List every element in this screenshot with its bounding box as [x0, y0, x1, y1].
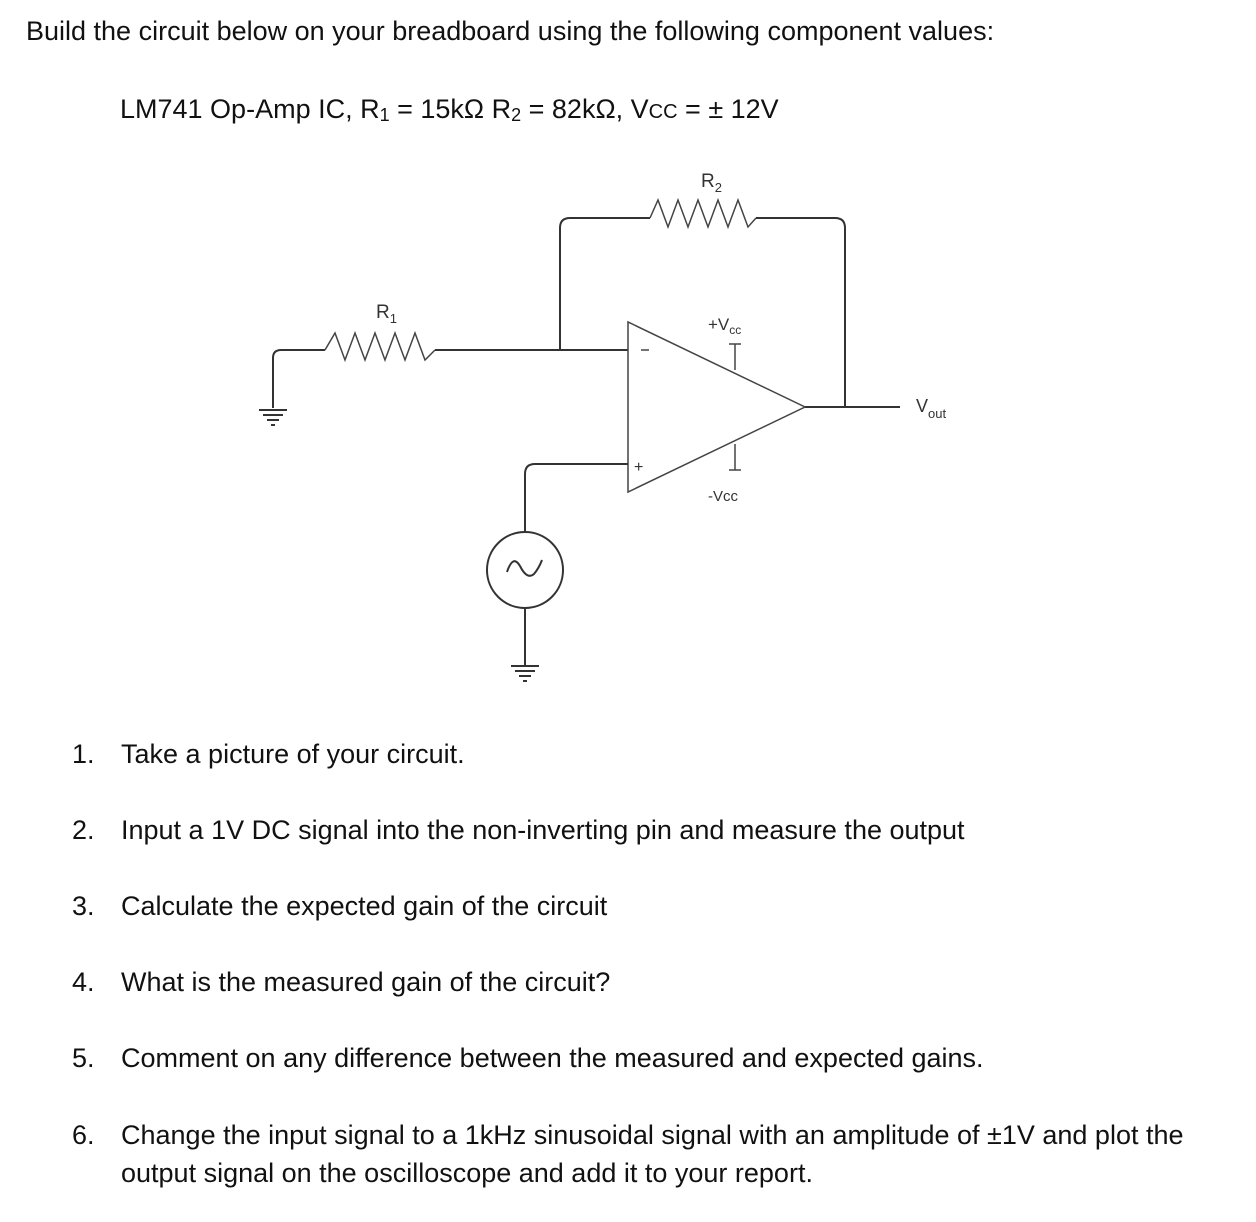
- feedback-wire-left: [560, 218, 650, 350]
- r2-resistor: [650, 200, 756, 227]
- r2-label: $R_2$: [701, 171, 722, 195]
- non-inverting-input-wire: [525, 464, 628, 532]
- ground-wire-r1: [273, 350, 325, 408]
- op-amp-triangle: [628, 322, 805, 492]
- neg-supply-label: -Vcc: [708, 488, 738, 505]
- ac-source-circle: [487, 532, 563, 608]
- op-amp-circuit-diagram: [0, 150, 1256, 690]
- feedback-wire-right: [756, 218, 845, 407]
- r1-resistor: [325, 333, 435, 360]
- ground-icon: [511, 666, 539, 681]
- sine-wave-icon: [507, 560, 542, 576]
- ic-name: LM741 Op-Amp IC,: [120, 94, 353, 124]
- pos-supply-label: $+V_{cc}$: [708, 315, 742, 337]
- plus-pin-sign: +: [634, 459, 644, 476]
- vcc-spec: VCC = ± 12V: [630, 94, 779, 124]
- instructions-heading: Build the circuit below on your breadboard using the following component values:: [26, 16, 995, 46]
- r2-spec: $R_2 = 82k\Omega$,: [491, 94, 631, 125]
- component-values: [120, 90, 779, 131]
- r1-label: $R_1$: [376, 302, 397, 326]
- ground-icon: [259, 410, 287, 425]
- r1-spec: $R_1 = 15k\Omega$: [360, 94, 492, 125]
- vout-label: $V_{out}$: [916, 396, 947, 421]
